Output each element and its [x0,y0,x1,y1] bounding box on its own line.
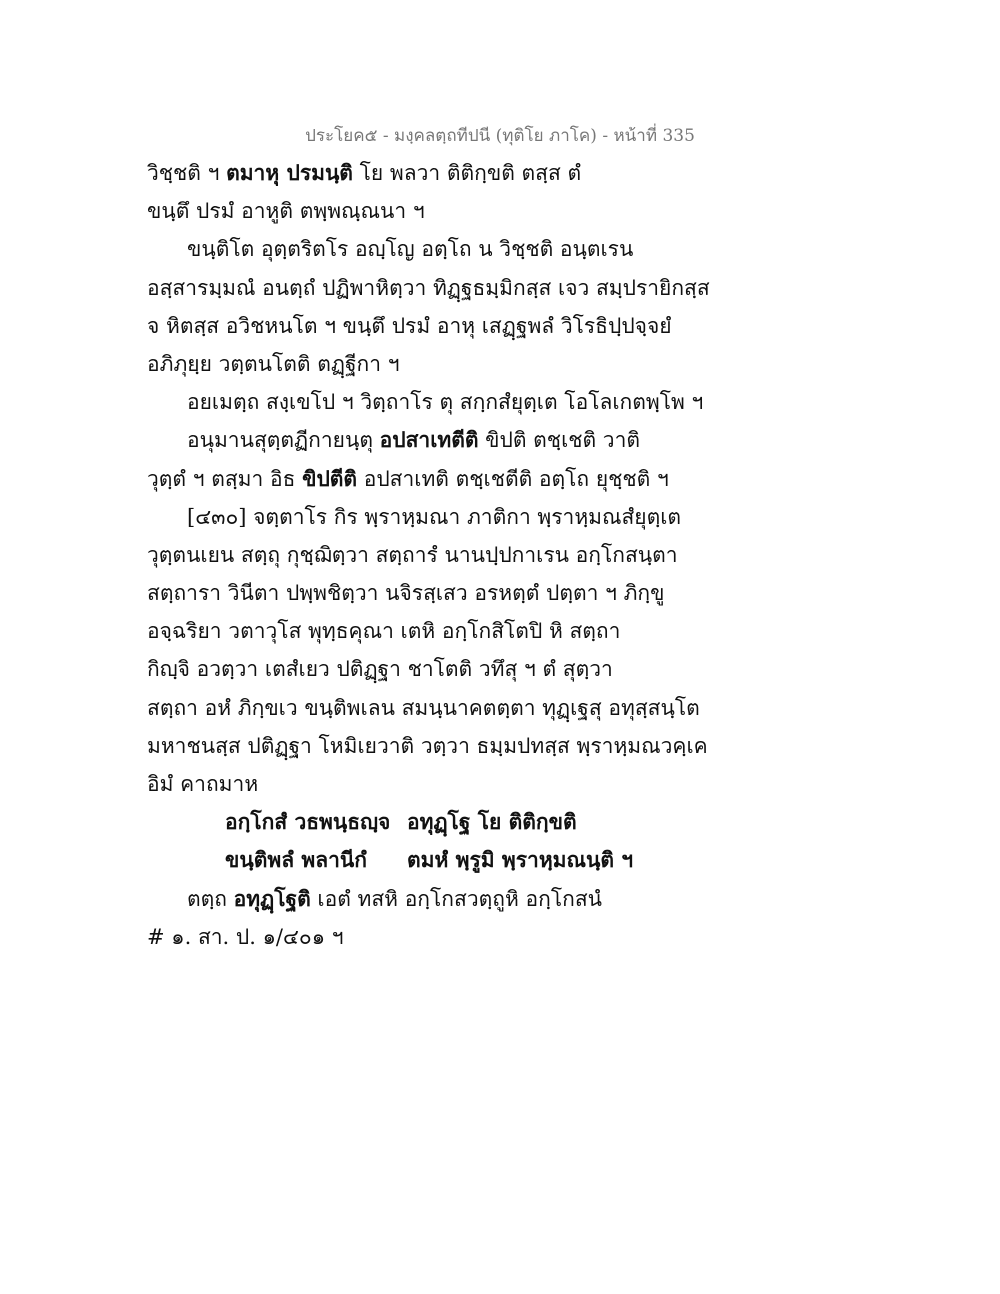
verse-line [147,807,647,845]
text-run: เอตํ ทสหิ อกฺโกสวตฺถูหิ อกฺโกสนํ [310,886,602,911]
text-line: อภิภุยฺย วตฺตนโตติ ตฏฺฐีกา ฯ [147,351,400,376]
text-line [147,464,669,502]
bold-term: อทุฏฺโฐติ [233,885,311,911]
text-run: วิชฺชติ ฯ [147,161,227,185]
text-run: ตตฺถ [187,886,234,911]
bold-term: ตมาหุ ปรมนฺติ [226,160,353,185]
text-line [147,884,647,922]
verse-line [147,845,647,883]
text-line: ขนฺติโต อุตฺตริตโร อญฺโญ อตฺโถ น วิชฺชติ อนฺตเรน [187,237,634,262]
verse-half: ขนฺติพลํ พลานีกํ [225,847,367,873]
text-line: [๔๓๐] จตฺตาโร กิร พฺราหฺมณา ภาติกา พฺราหฺมณสํยุตฺเต [187,504,682,529]
text-run: อปสาเทติ ตชฺเชตีติ อตฺโถ ยุชฺชติ ฯ [357,466,669,491]
verse-half: อกฺโกสํ วธพนฺธญฺจ [225,809,391,835]
text-run: วุตฺตํ ฯ ตสฺมา อิธ [147,466,303,491]
text-line: อสฺสารมฺมณํ อนตฺถํ ปฏิพาหิตฺวา ทิฏฺฐธมฺมิกสฺส เจว สมฺปรายิกสฺส [147,275,710,300]
running-header: ประโยค๕ - มงฺคลตฺถทีปนี (ทุติโย ภาโค) - หน้าที่ 335 [305,126,695,146]
text-line: ขนฺตึ ปรมํ อาหูติ ตพฺพณฺณนา ฯ [147,199,425,224]
text-line: สตฺถา อหํ ภิกฺขเว ขนฺติพเลน สมนฺนาคตตฺตา ทุฏฺเฐสุ อทุสฺสนฺโต [147,695,700,720]
text-line: วุตฺตนเยน สตฺถุ กุชฺฌิตฺวา สตฺถารํ นานปฺปกาเรน อกฺโกสนฺตา [147,542,678,567]
text-run: ขิปติ ตชฺเชติ วาติ [478,428,641,453]
text-line: กิญฺจิ อวตฺวา เตสํเยว ปติฏฺฐา ชาโตติ วทึสุ ฯ ตํ สุตฺวา [147,657,613,682]
page-body [147,158,710,960]
text-line: มหาชนสฺส ปติฏฺฐา โหมิเยวาติ วตฺวา ธมฺมปทสฺส พฺราหฺมณวคฺเค [147,733,708,758]
footnote: # ๑. สา. ป. ๑/๔๐๑ ฯ [147,924,344,949]
text-line: อยเมตฺถ สงฺเขโป ฯ วิตฺถาโร ตุ สกฺกสํยุตฺเต โอโลเกตพฺโพ ฯ [187,390,704,415]
text-line: จ หิตสฺส อวิชหนโต ฯ ขนฺตึ ปรมํ อาหุ เสฏฺฐพลํ วิโรธิปฺปจฺจยํ [147,313,672,338]
verse-half: ตมหํ พฺรูมิ พฺราหฺมณนฺติ ฯ [407,847,634,873]
verse-half: อทุฏฺโฐ โย ติติกฺขติ [407,809,577,835]
text-run: โย พลวา ติติกฺขติ ตสฺส ตํ [352,161,582,185]
text-line: อจฺฉริยา วตาวุโส พุทฺธคุณา เตหิ อกฺโกสิโตปิ หิ สตฺถา [147,619,621,644]
text-run: อนุมานสุตฺตฏีกายนฺตุ [187,428,380,453]
text-line [147,425,647,463]
text-line: อิมํ คาถมาห [147,772,259,796]
bold-term: ขิปตีติ [302,465,358,491]
text-line [147,158,647,196]
text-line: สตฺถารา วินีตา ปพฺพชิตฺวา นจิรสฺเสว อรหตฺตํ ปตฺตา ฯ ภิกฺขู [147,581,665,606]
bold-term: อปสาเทตีติ [379,427,479,453]
